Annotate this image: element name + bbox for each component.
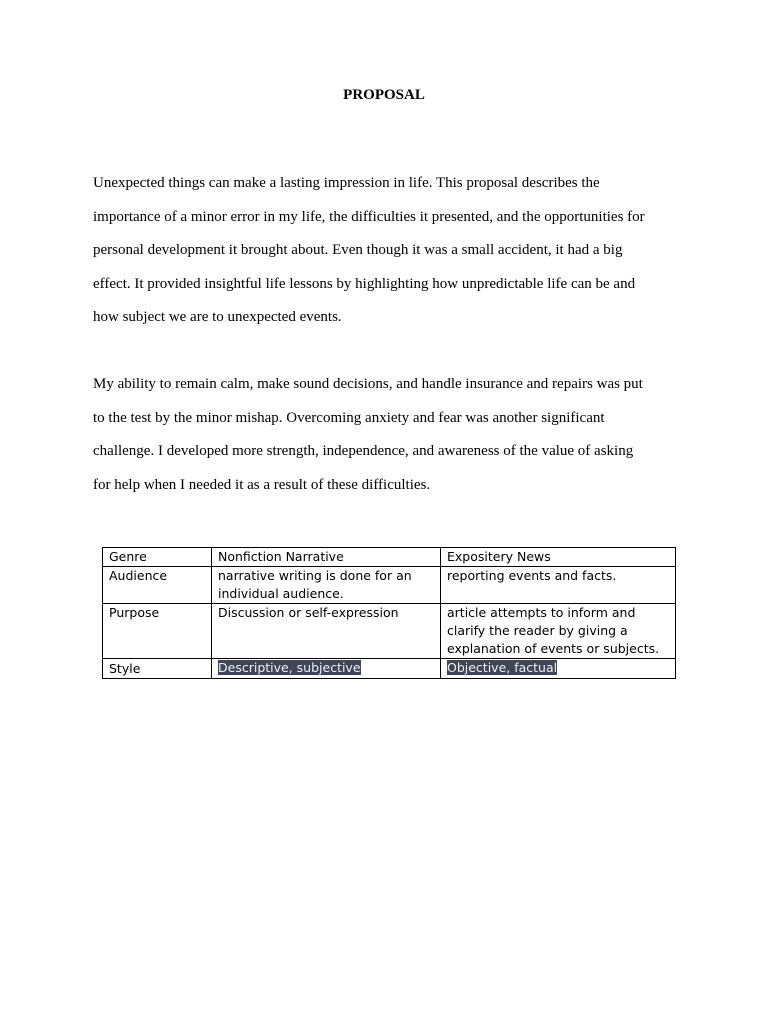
- table-cell: article attempts to inform and clarify the reader by giving a explanation of events or subjects.: [441, 604, 676, 659]
- table-row: [103, 659, 676, 679]
- table-cell: Nonfiction Narrative: [212, 548, 441, 567]
- selected-text[interactable]: Objective, factual: [447, 660, 558, 675]
- paragraph-challenges: [93, 368, 683, 502]
- paragraph-line: for help when I needed it as a result of these difficulties.: [93, 476, 431, 493]
- paragraph-introduction: [93, 167, 683, 335]
- table-cell: Purpose: [103, 604, 212, 659]
- paragraph-line: Unexpected things can make a lasting impression in life. This proposal describes the: [93, 175, 600, 191]
- table-row: [103, 567, 676, 604]
- table-cell-highlighted: [212, 659, 441, 679]
- genre-comparison-table: [102, 547, 676, 679]
- paragraph-line: My ability to remain calm, make sound decisions, and handle insurance and repairs was put: [93, 376, 643, 392]
- paragraph-line: personal development it brought about. Even though it was a small accident, it had a big: [93, 242, 623, 259]
- table-cell-highlighted: [441, 659, 676, 679]
- table-cell: Discussion or self-expression: [212, 604, 441, 659]
- selected-text[interactable]: Descriptive, subjective: [218, 660, 361, 675]
- table-cell: Expositery News: [441, 548, 676, 567]
- table-cell: Style: [103, 659, 212, 679]
- paragraph-line: how subject we are to unexpected events.: [93, 309, 342, 326]
- table-row: [103, 548, 676, 567]
- paragraph-line: to the test by the minor mishap. Overcoming anxiety and fear was another significant: [93, 409, 605, 426]
- table-cell: Genre: [103, 548, 212, 567]
- table-cell: reporting events and facts.: [441, 567, 676, 604]
- paragraph-line: importance of a minor error in my life, the difficulties it presented, and the opportunities for: [93, 208, 645, 225]
- paragraph-line: challenge. I developed more strength, independence, and awareness of the value of asking: [93, 443, 634, 460]
- table-row: [103, 604, 676, 659]
- paragraph-line: effect. It provided insightful life lessons by highlighting how unpredictable life can be and: [93, 275, 636, 292]
- table-cell: narrative writing is done for an individual audience.: [212, 567, 441, 604]
- page-title: PROPOSAL: [343, 87, 425, 103]
- table-cell: Audience: [103, 567, 212, 604]
